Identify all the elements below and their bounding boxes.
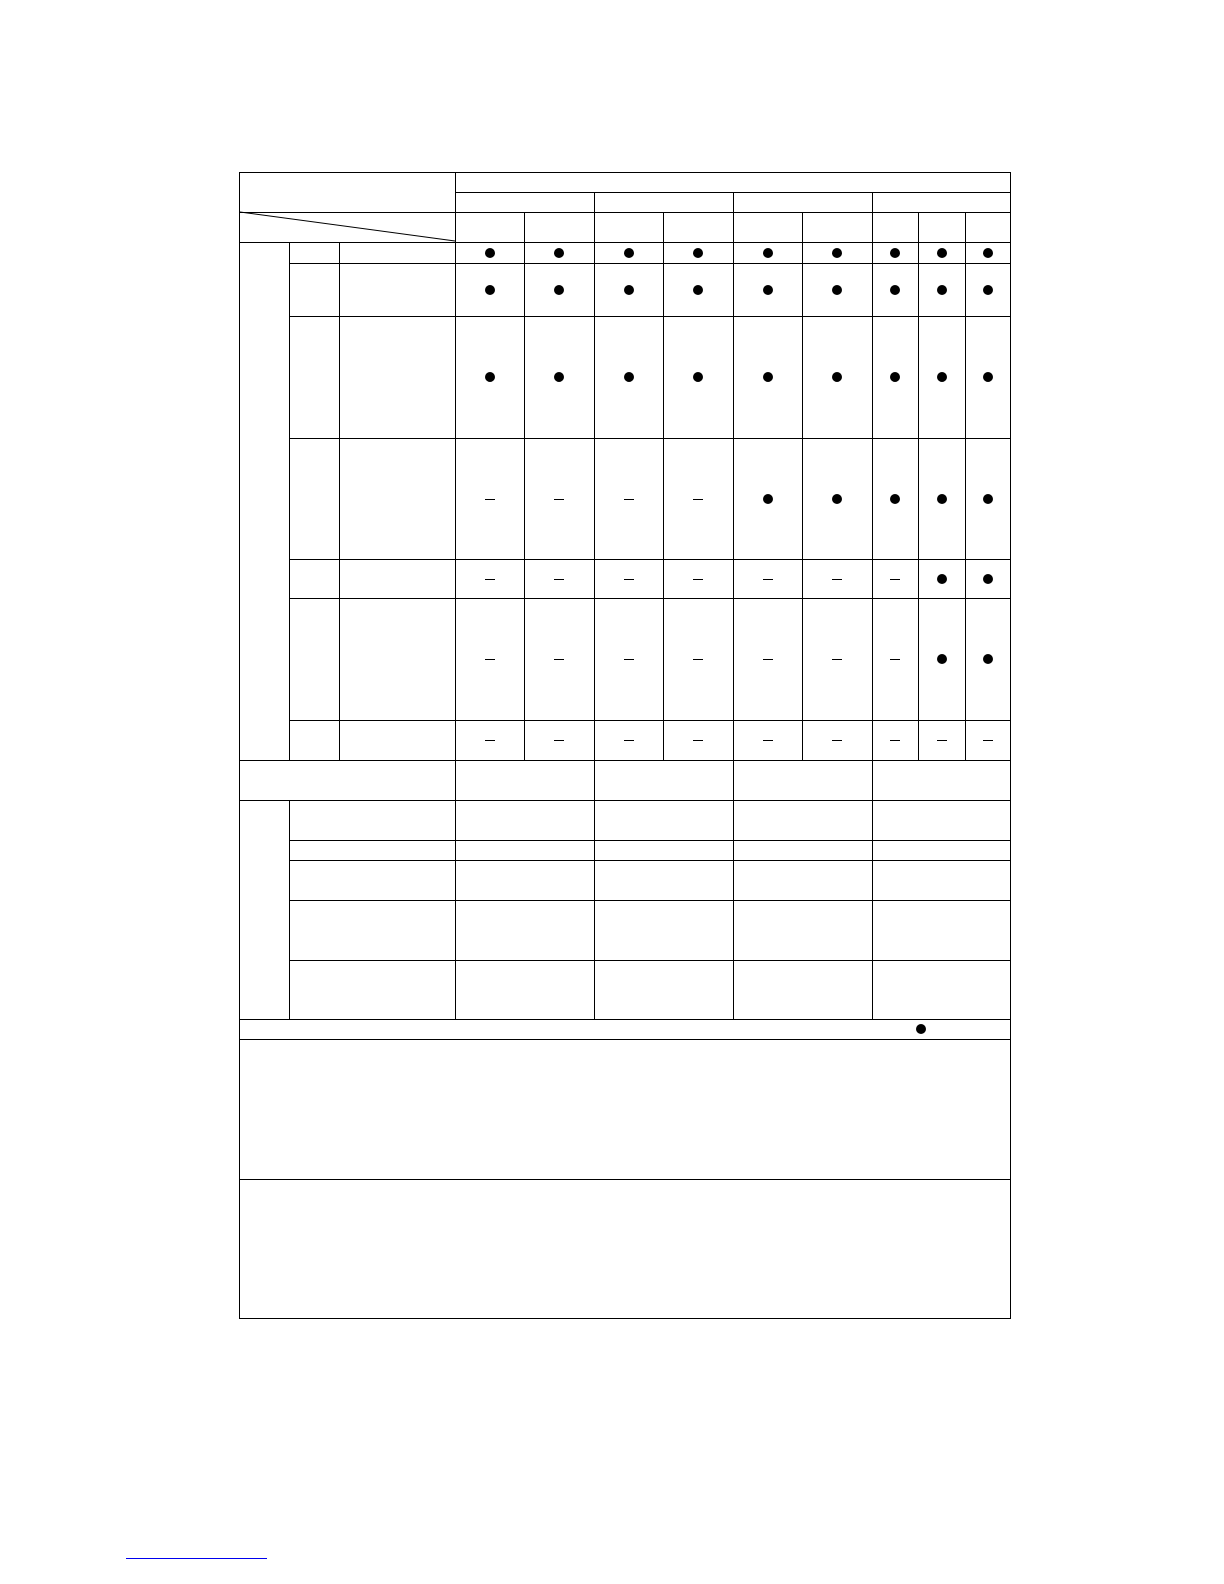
footnote-separator bbox=[126, 1558, 267, 1559]
